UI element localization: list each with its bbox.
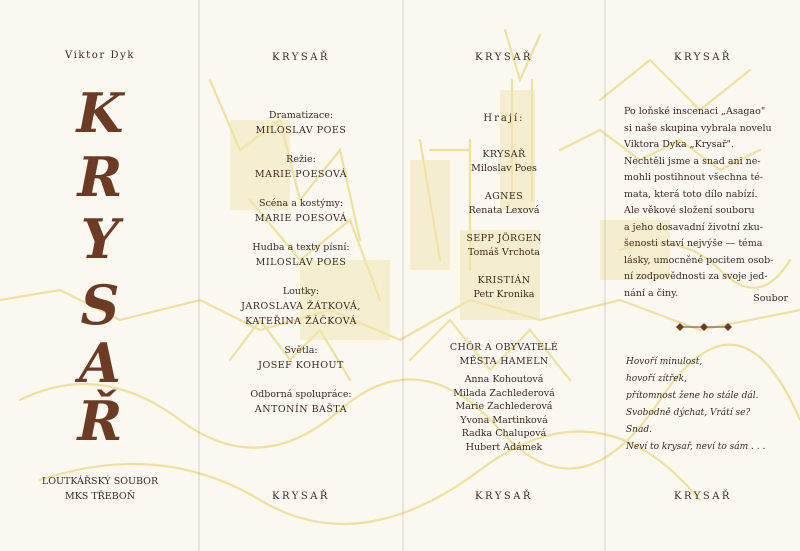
crew-name: JOSEF KOHOUT bbox=[258, 360, 344, 371]
note-line: mohli postihnout všechna té- bbox=[624, 172, 764, 183]
crew-name: MILOSLAV POES bbox=[255, 257, 347, 268]
title-letter: K bbox=[76, 81, 124, 145]
cast-role: SEPP JÖRGEN bbox=[466, 233, 542, 244]
essay-panel bbox=[606, 0, 800, 551]
title-letter: A bbox=[79, 331, 121, 395]
diamond-ornament-icon bbox=[674, 321, 734, 333]
ensemble-line: LOUTKÁŘSKÝ SOUBOR bbox=[41, 476, 159, 487]
cast-list bbox=[414, 148, 594, 316]
crew-label: Dramatizace: bbox=[268, 110, 334, 121]
cover-panel bbox=[0, 0, 198, 551]
chorus-title: MĚSTA HAMELN bbox=[459, 356, 549, 367]
note-line: lásky, umocněné pocitem osob- bbox=[624, 254, 774, 266]
title-letter: R bbox=[77, 145, 123, 209]
cast-entry bbox=[414, 232, 594, 260]
note-line: ní zodpovědnosti za svoje jed- bbox=[624, 271, 768, 282]
running-title: KRYSAŘ bbox=[272, 52, 330, 63]
poem-line: Hovoří minulost, bbox=[626, 357, 703, 367]
crew-entry bbox=[210, 387, 392, 417]
ensemble-note bbox=[624, 104, 788, 302]
cast-role: KRISTIÁN bbox=[477, 275, 531, 286]
crew-entry bbox=[210, 343, 392, 373]
crew-name: MARIE POESOVÁ bbox=[254, 169, 348, 180]
note-line: Ale věkové složení souboru bbox=[624, 205, 755, 216]
crew-label: Režie: bbox=[286, 154, 316, 165]
crew-name: MARIE POESOVÁ bbox=[254, 213, 348, 224]
title-letter: Ř bbox=[77, 389, 123, 453]
note-line: Nechtěli jsme a snad ani ne- bbox=[624, 155, 761, 167]
cast-heading: Hrají: bbox=[483, 113, 525, 124]
cast-entry bbox=[414, 190, 594, 218]
cast-entry bbox=[414, 148, 594, 176]
note-line: nání a činy. bbox=[624, 287, 679, 299]
cast-actor: Miloslav Poes bbox=[471, 163, 537, 174]
crew-label: Světla: bbox=[284, 345, 318, 356]
note-line: a jeho dosavadní životní zku- bbox=[624, 221, 763, 233]
running-title: KRYSAŘ bbox=[674, 52, 732, 63]
chorus-member: Marie Zachlederová bbox=[455, 401, 553, 412]
ensemble-line: MKS TŘEBOŇ bbox=[64, 491, 136, 502]
poem-line: Svobodně dýchat, Vrátí se? bbox=[626, 408, 751, 418]
cast-role: KRYSAŘ bbox=[482, 149, 526, 160]
crew-label: Odborná spolupráce: bbox=[250, 389, 352, 400]
note-line: si naše skupina vybrala novelu bbox=[624, 122, 772, 134]
author-name: Viktor Dyk bbox=[64, 50, 136, 61]
crew-label: Hudba a texty písní: bbox=[252, 242, 350, 253]
crew-name: JAROSLAVA ŽÁTKOVÁ, bbox=[241, 301, 361, 312]
crew-name: MILOSLAV POES bbox=[255, 125, 347, 136]
chorus-members bbox=[414, 373, 594, 454]
title-letter: S bbox=[80, 273, 120, 337]
chorus-block bbox=[414, 341, 594, 454]
cast-panel bbox=[404, 0, 604, 551]
ensemble-name bbox=[20, 474, 180, 504]
chorus-member: Hubert Adámek bbox=[465, 441, 543, 453]
running-title: KRYSAŘ bbox=[272, 491, 330, 502]
crew-label: Loutky: bbox=[282, 286, 320, 297]
running-title: KRYSAŘ bbox=[674, 491, 732, 502]
crew-label: Scéna a kostýmy: bbox=[258, 198, 344, 209]
cast-actor: Petr Kronika bbox=[473, 289, 535, 300]
crew-name: KATEŘINA ŽÁČKOVÁ bbox=[245, 316, 357, 327]
note-line: mata, která toto dílo nabízí. bbox=[624, 188, 758, 200]
poem-line: hovoří zítřek, bbox=[626, 374, 687, 384]
chorus-member: Anna Kohoutová bbox=[464, 374, 544, 385]
crew-name: ANTONÍN BAŠTA bbox=[254, 404, 348, 415]
crew-entry bbox=[210, 240, 392, 270]
cast-actor: Tomáš Vrchota bbox=[468, 247, 540, 258]
crew-panel bbox=[200, 0, 402, 551]
crew-entry bbox=[210, 152, 392, 182]
note-line: Po loňské inscenaci „Asagao" bbox=[624, 106, 766, 117]
crew-entry bbox=[210, 284, 392, 329]
chorus-member: Radka Chalupová bbox=[461, 428, 547, 439]
crew-list bbox=[210, 108, 392, 431]
cast-actor: Renata Lexová bbox=[468, 205, 540, 216]
chorus-member: Milada Zachlederová bbox=[453, 387, 555, 399]
crew-entry bbox=[210, 108, 392, 138]
running-title: KRYSAŘ bbox=[475, 491, 533, 502]
poem-line: Neví to krysař, neví to sám . . . bbox=[626, 442, 766, 452]
note-signature: Soubor bbox=[753, 293, 788, 304]
note-line: šenosti staví nejvýše — téma bbox=[624, 238, 763, 249]
note-line: Viktora Dyka „Krysař". bbox=[624, 139, 735, 150]
poem bbox=[626, 354, 796, 456]
running-title: KRYSAŘ bbox=[475, 52, 533, 63]
cast-entry bbox=[414, 274, 594, 302]
chorus-title: CHÓR A OBYVATELÉ bbox=[449, 342, 559, 353]
poem-line: přítomnost žene ho stále dál. bbox=[626, 391, 759, 401]
crew-entry bbox=[210, 196, 392, 226]
poem-line: Snad. bbox=[626, 425, 652, 435]
cast-role: AGNES bbox=[484, 191, 524, 202]
title-letter: Y bbox=[80, 207, 120, 271]
chorus-member: Yvona Martinková bbox=[460, 414, 548, 426]
